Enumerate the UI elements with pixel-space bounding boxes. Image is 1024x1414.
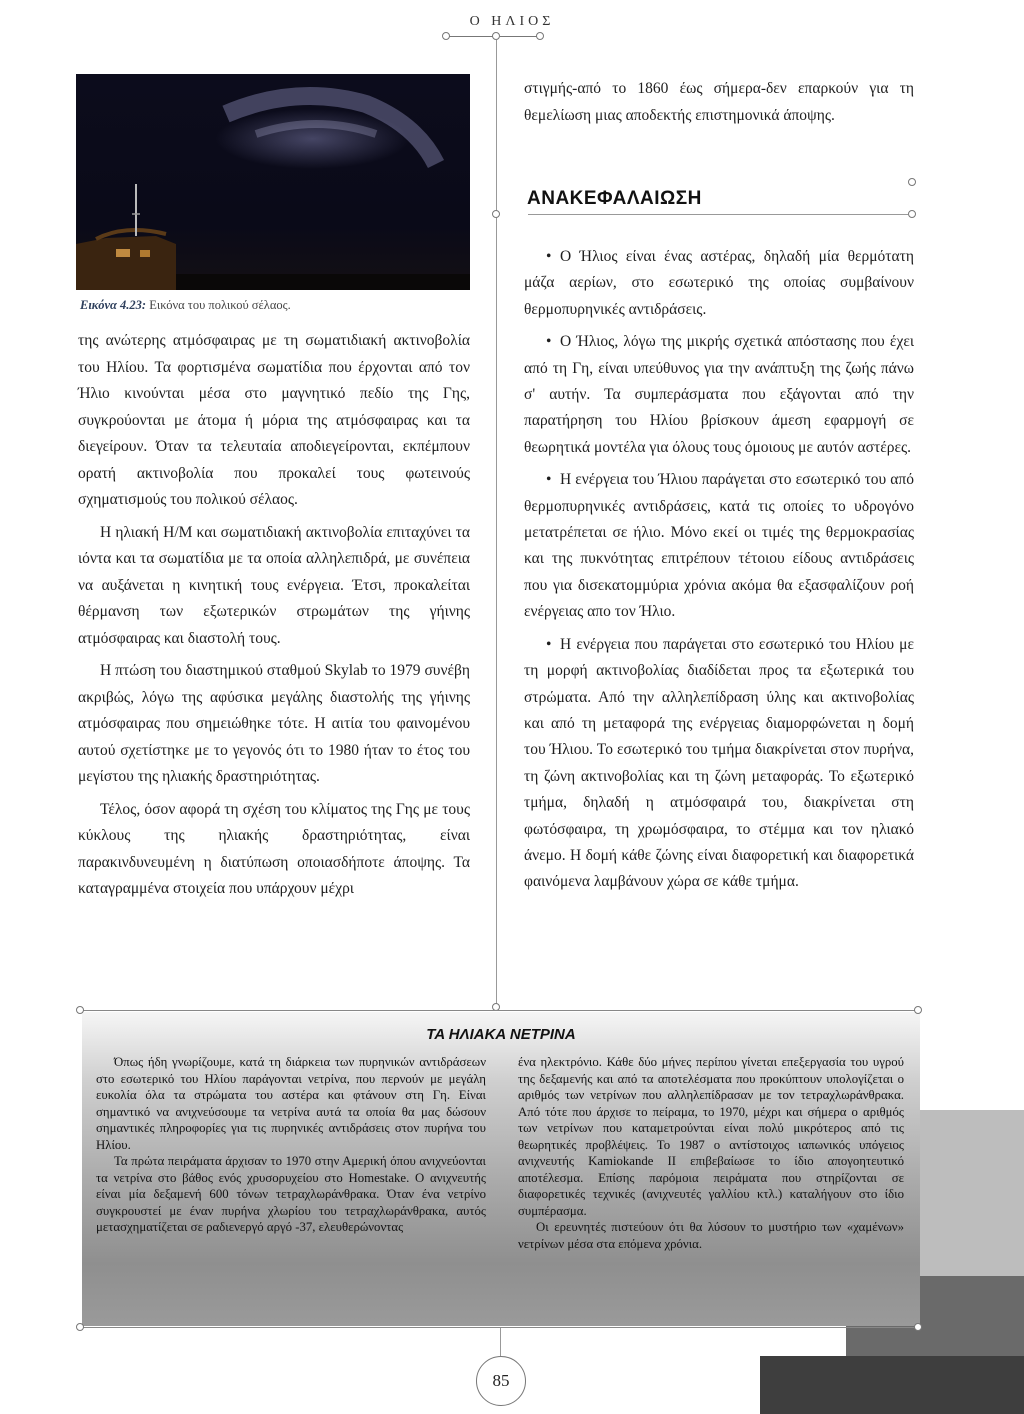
summary-item xyxy=(524,632,914,896)
summary-rule-ornament xyxy=(908,210,916,218)
left-paragraph-3: Η πτώση του διαστημικού σταθμού Skylab το 1979 συνέβη ακριβώς, λόγω της αφύσικα μεγάλης διαστολής της γήινης ατμόσφαιρας που σημειώθηκε τότε. Η αιτία του φαινομένου αυτού σχετίστηκε με το γεγονός ότι το 1980 ήταν το έτος του μεγίστου της ηλιακής δραστηριότητας. xyxy=(78,662,470,785)
box-top-rule xyxy=(80,1010,920,1011)
bullet-icon: • xyxy=(546,248,552,265)
aurora-illustration xyxy=(76,74,470,290)
summary-rule xyxy=(528,214,908,215)
summary-item-text: Η ενέργεια που παράγεται στο εσωτερικό του Ηλίου με τη μορφή ακτινοβολίας διαδίδεται προς τα εξωτερικά του στρώματα. Από την αλληλεπίδραση ύλης και ακτινοβολίας και από τη μεταφορά της ενέργειας διαμορφώνεται η δομή του Ήλιου. Το εσωτερικό του τμήμα διακρίνεται στον πυρήνα, τη ζώνη ακτινοβολίας και τη ζώνη μεταφοράς. Το εξωτερικό τμήμα, δηλαδή η ατμόσφαιρά του, διακρίνεται στη φωτόσφαιρα, τη χρωμόσφαιρα, το στέμμα και τον ηλιακό άνεμο. Η δομή κάθε ζώνης είναι διαφορετική και διαφορετικά φαινόμενα λαμβάνουν χώρα σε κάθε τμήμα. xyxy=(524,635,914,891)
divider-ornament-upper xyxy=(492,210,500,218)
neutrino-right-paragraph-1: ένα ηλεκτρόνιο. Κάθε δύο μήνες περίπου γίνεται επεξεργασία του υγρού της δεξαμενής και από τα αποτελέσματα που προκύπτουν υπολογίζεται ο αριθμός των νετρίνων που αλληλεπίδρασαν με τον τετραχλωράνθρακα. Από τότε που άρχισε το πείραμα, το 1970, μέχρι και σήμερα ο αριθμός των νετρίνων που καταμετρούνται είναι πολύ μικρότερος από τις θεωρητικές προβλέψεις. Το 1987 ο αντίστοιχος ιαπωνικός υπόγειος ανιχνευτής Kamiokande II επιβεβαίωσε το ίδιο απογοητευτικό αποτέλεσμα. Επίσης παρόμοια πειράματα που στηρίζονται σε διαφορετικές τεχνικές (ανιχνευτές γαλλίου κτλ.) καταλήγουν στο ίδιο συμπέρασμα. xyxy=(518,1055,904,1218)
header-rule-left xyxy=(448,36,494,37)
page-number-stem xyxy=(500,1328,501,1356)
right-column xyxy=(524,76,914,135)
neutrino-box-right-column xyxy=(518,1054,904,1252)
summary-item-text: Ο Ήλιος, λόγω της μικρής σχετικά απόστασης που έχει από τη Γη, είναι υπεύθυνος για την ανάπτυξη της ζωής πάνω σ' αυτήν. Τα συμπεράσματα που εξάγονται από την παρατήρηση του Ηλίου βρίσκουν άμεση εφαρμογή σε θεωρητικά μοντέλα για όλους τους όμοιους με αυτόν αστέρες. xyxy=(524,333,914,456)
column-divider xyxy=(496,40,497,1004)
summary-item xyxy=(524,467,914,625)
summary-list xyxy=(524,244,914,902)
neutrino-right-paragraph-2: Οι ερευνητές πιστεύουν ότι θα λύσουν το μυστήριο των «χαμένων» νετρίνων μέσα στα επόμενα χρόνια. xyxy=(518,1220,904,1251)
page-number-text: 85 xyxy=(492,1371,510,1390)
left-paragraph-4: Τέλος, όσον αφορά τη σχέση του κλίματος της Γης με τους κύκλους της ηλιακής δραστηριότητας, είναι παρακινδυνευμένη η διατύπωση οποιασδήποτε άποψης. Τα καταγραμμένα στοιχεία που υπάρχουν μέχρι xyxy=(78,800,470,897)
box-corner-ornament xyxy=(914,1006,922,1014)
figure-label: Εικόνα 4.23: xyxy=(80,298,147,312)
box-corner-ornament xyxy=(76,1006,84,1014)
neutrino-box-title: ΤΑ ΗΛΙΑΚΑ ΝΕΤΡΙΝΑ xyxy=(426,1026,576,1043)
summary-item-text: Η ενέργεια του Ήλιου παράγεται στο εσωτερικό του από θερμοπυρηνικές αντιδράσεις, κατά τις οποίες το υδρογόνο μετατρέπεται σε ήλιο. Μόνο εκεί οι τιμές της θερμοκρασίας και της πυκνότητας επιτρέπουν τέτοιου είδους αντιδράσεις που για δισεκατομμύρια χρόνια ακόμα θα εξασφαλίζουν ροή ενέργειας απο τον Ήλιο. xyxy=(524,471,914,621)
decorative-block-dark xyxy=(760,1356,1024,1414)
neutrino-box-left-column xyxy=(96,1054,486,1236)
header-ornament-left xyxy=(442,32,450,40)
bullet-icon: • xyxy=(546,471,552,489)
summary-heading: ΑΝΑΚΕΦΑΛΑΙΩΣΗ xyxy=(527,188,702,209)
figure-caption xyxy=(80,298,291,313)
figure-text: Εικόνα του πολικού σέλαος. xyxy=(149,298,291,312)
header-ornament-center xyxy=(492,32,500,40)
header-rule-right xyxy=(500,36,538,37)
box-corner-ornament xyxy=(76,1323,84,1331)
neutrino-box xyxy=(82,1012,920,1326)
aurora-photo xyxy=(76,74,470,290)
left-column xyxy=(78,328,470,909)
neutrino-left-paragraph-1: Όπως ήδη γνωρίζουμε, κατά τη διάρκεια των πυρηνικών αντιδράσεων στο εσωτερικό του Ηλίου παράγονται νετρίνα, που περνούν με μεγάλη ευκολία όλα τα στρώματα του αστέρα και φτάνουν στη Γη. Είναι σημαντικό να ανιχνεύσουμε τα νετρίνα αυτά τα οποία θα μας δώσουν σημαντικές πληροφορίες για τις πυρηνικές αντιδράσεις στον πυρήνα του Ηλίου. xyxy=(96,1055,486,1152)
running-header: Ο ΗΛΙΟΣ xyxy=(469,14,555,29)
left-paragraph-2: Η ηλιακή Η/Μ και σωματιδιακή ακτινοβολία επιταχύνει τα ιόντα και τα σωματίδια με τα οποία αλληλεπιδρά, με συνέπεια να αυξάνεται η κινητική τους ενέργεια. Έτσι, προκαλείται θέρμανση των εξωτερικών στρωμάτων της γήινης ατμόσφαιρας και διαστολή τους. xyxy=(78,523,470,647)
right-paragraph-1: στιγμής-από το 1860 έως σήμερα-δεν επαρκούν για τη θεμελίωση μιας αποδεκτής επιστημονικά άποψης. xyxy=(524,80,914,124)
summary-item xyxy=(524,329,914,461)
summary-top-ornament xyxy=(908,178,916,186)
left-paragraph-1: της ανώτερης ατμόσφαιρας με τη σωματιδιακή ακτινοβολία του Ηλίου. Τα φορτισμένα σωματίδια που έρχονται από τον Ήλιο κινούνται μέσα στο μαγνητικό πεδίο της Γης, συγκρούονται με άτομα ή μόρια της ατμόσφαιρας και τα διεγείρουν. Όταν τα τελευταία αποδιεγείρονται, εκπέμπουν ορατή ακτινοβολία που προκαλεί τους φωτεινούς σχηματισμούς του πολικού σέλαος. xyxy=(78,332,470,508)
summary-item-text: Ο Ήλιος είναι ένας αστέρας, δηλαδή μία θερμότατη μάζα αερίων, στο εσωτερικό της οποίας συμβαίνουν θερμοπυρηνικές αντιδράσεις. xyxy=(524,248,914,318)
box-corner-ornament xyxy=(914,1323,922,1331)
header-ornament-right xyxy=(536,32,544,40)
bullet-icon: • xyxy=(546,635,552,653)
summary-item xyxy=(524,244,914,323)
neutrino-left-paragraph-2: Τα πρώτα πειράματα άρχισαν το 1970 στην Αμερική όπου ανιχνεύονται τα νετρίνα στο βάθος ενός χρυσορυχείου στο Homestake. Ο ανιχνευτής είναι μία δεξαμενή 600 τόνων τετραχλωράνθρακα. Όταν ένα νετρίνο συγκρουστεί με έναν πυρήνα χλωρίου του τετραχλωράνθρακα, αυτός μετασχηματίζεται σε ραδιενεργό αργό -37, ελευθερώνοντας xyxy=(96,1154,486,1234)
page-number xyxy=(476,1356,526,1406)
bullet-icon: • xyxy=(546,333,552,351)
